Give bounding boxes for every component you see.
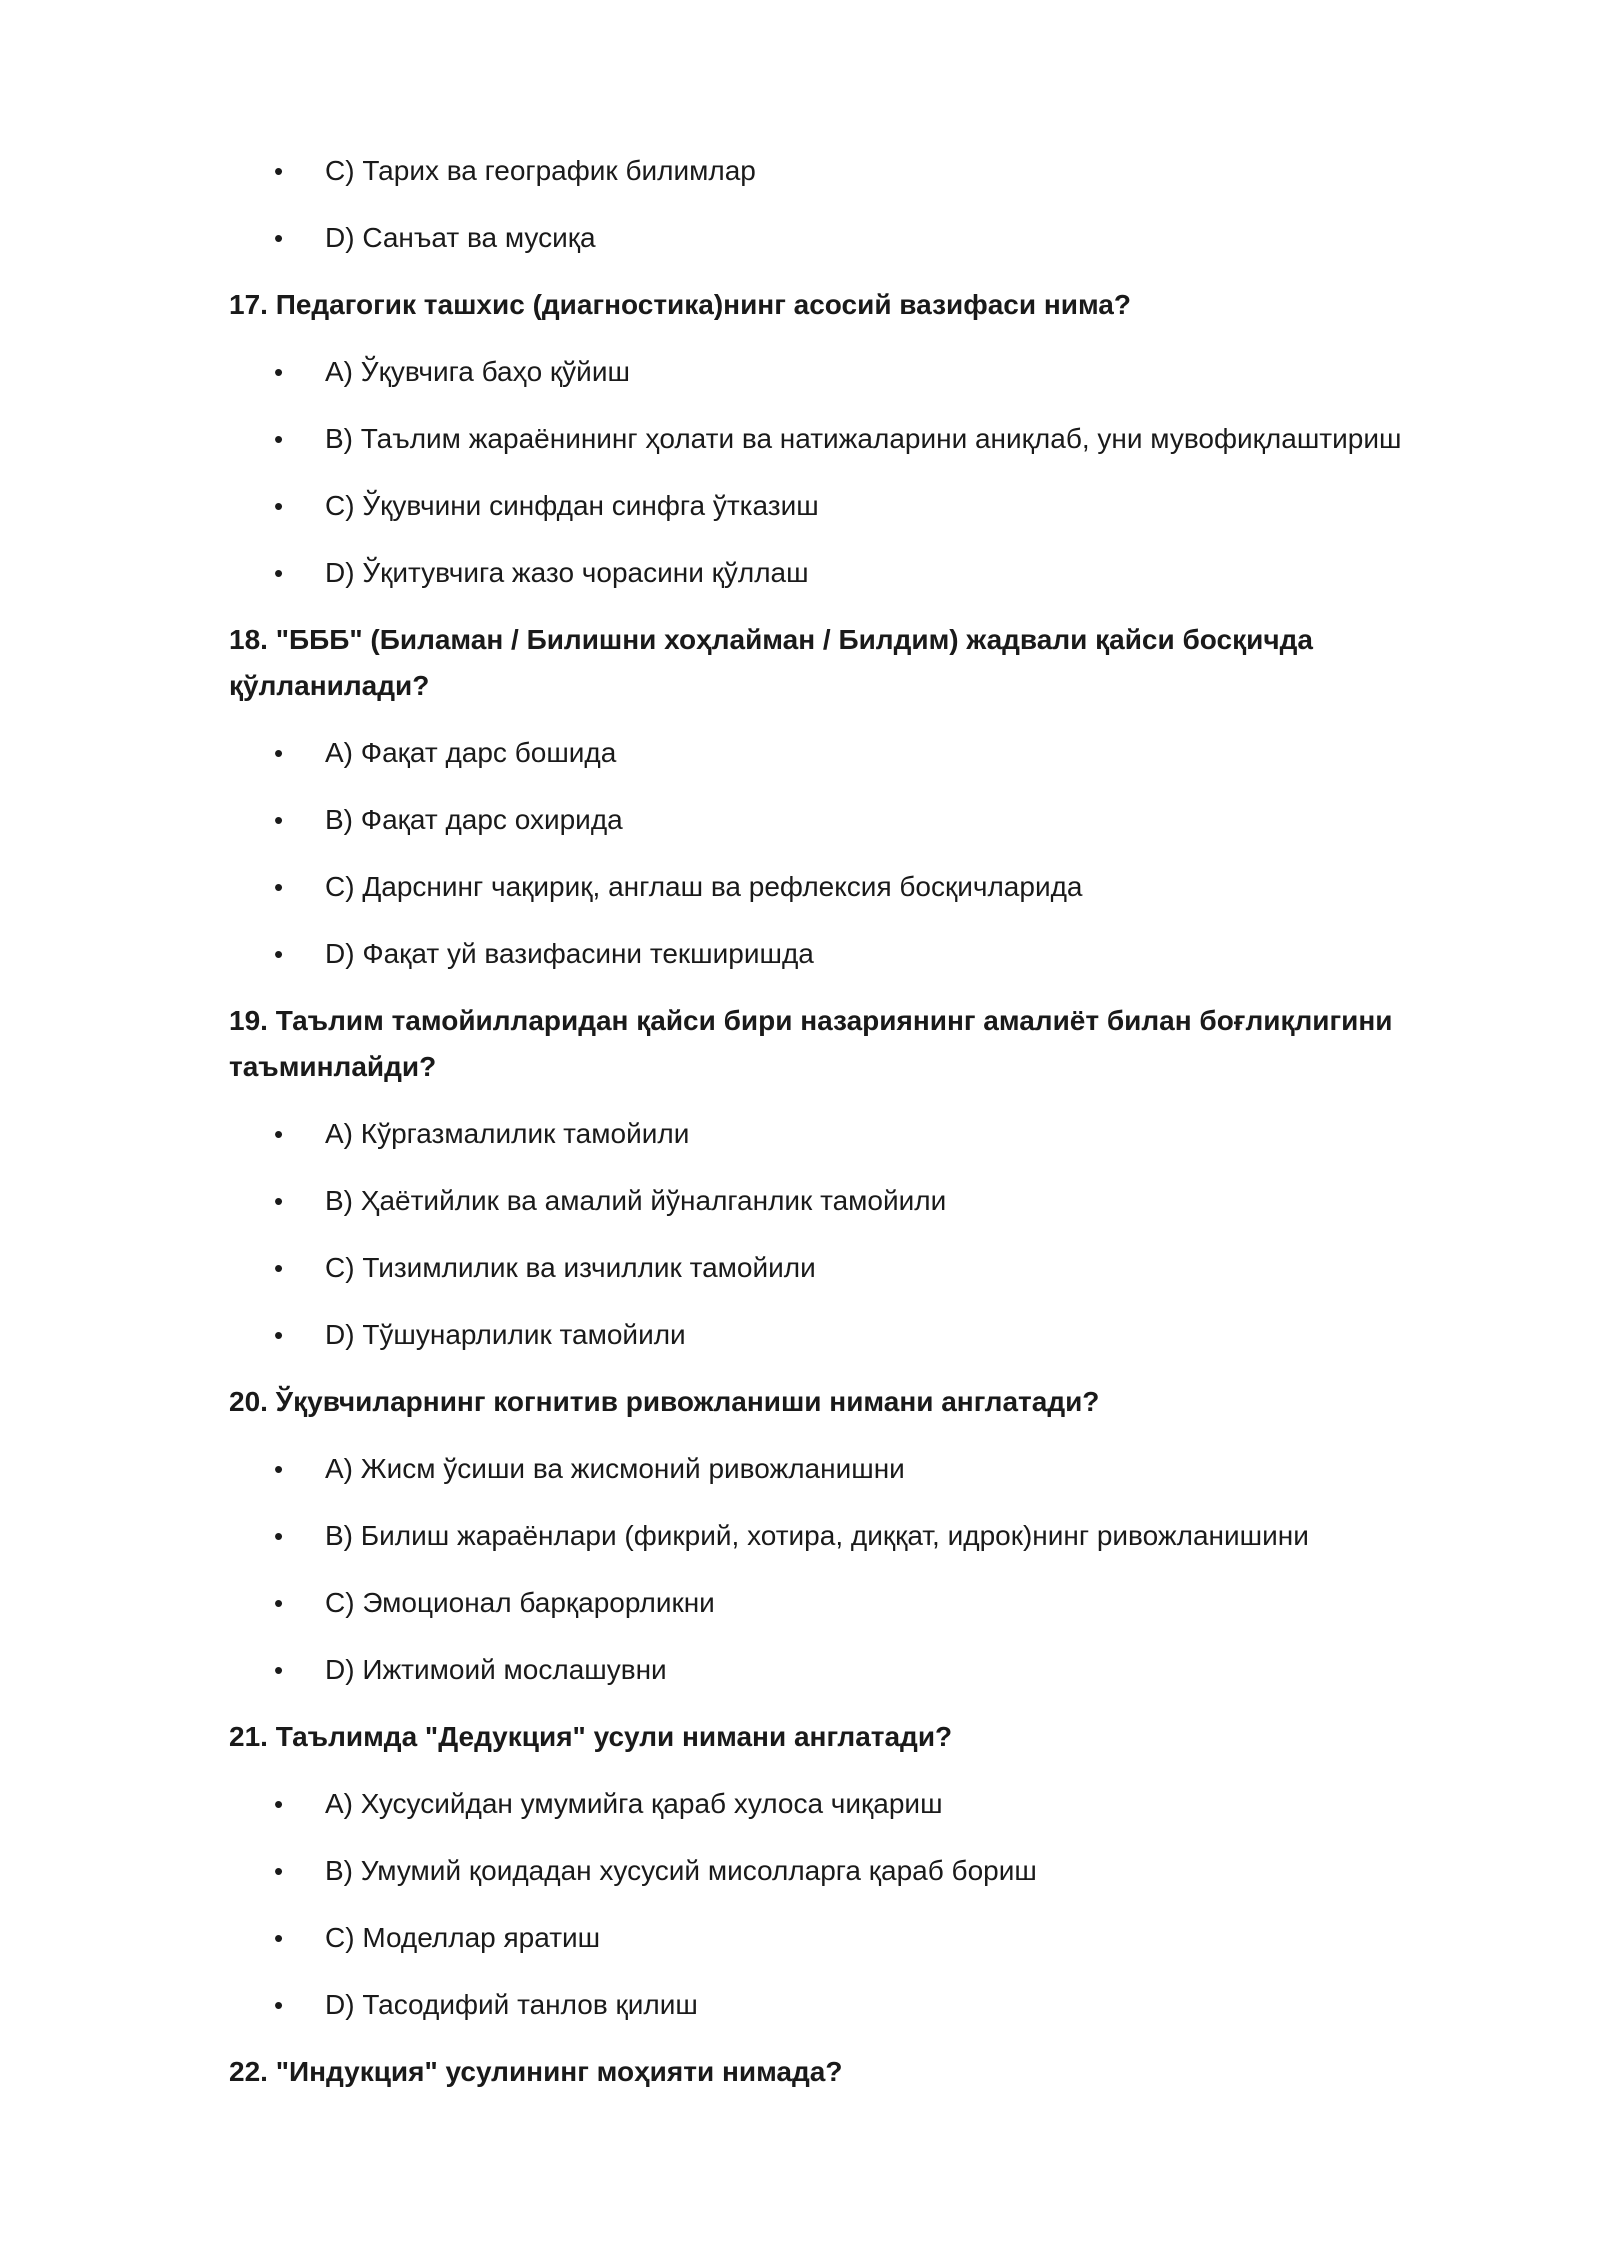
answer-option (229, 728, 1479, 795)
answer-option (229, 1645, 1479, 1712)
answer-option (229, 1846, 1479, 1913)
answer-option-text: B) Билиш жараёнлари (фикрий, хотира, диққат, идрок)нинг ривожланишини (325, 1520, 1309, 1551)
bullet-icon: • (274, 805, 284, 835)
answer-option-text: B) Умумий қоидадан хусусий мисолларга қараб бориш (325, 1855, 1037, 1886)
bullet-icon: • (274, 1521, 284, 1551)
bullet-icon: • (274, 223, 284, 253)
question-heading: 22. "Индукция" усулининг моҳияти нимада? (229, 2056, 843, 2087)
bullet-icon: • (274, 1320, 284, 1350)
answer-option (229, 213, 1479, 280)
bullet-icon: • (274, 1588, 284, 1618)
answer-option-text: D) Фақат уй вазифасини текширишда (325, 938, 814, 969)
answer-option (229, 929, 1479, 996)
answer-option-text: A) Хусусийдан умумийга қараб хулоса чиқариш (325, 1788, 943, 1819)
answer-option-text: A) Жисм ўсиши ва жисмоний ривожланишни (325, 1453, 905, 1484)
question-heading: 21. Таълимда "Дедукция" усули нимани англатади? (229, 1721, 953, 1752)
bullet-icon: • (274, 1655, 284, 1685)
bullet-icon: • (274, 424, 284, 454)
question-heading: 19. Таълим тамойилларидан қайси бири назариянинг амалиёт билан боғлиқлигини таъминлайди? (229, 1005, 1393, 1082)
bullet-icon: • (274, 491, 284, 521)
answer-option (229, 548, 1479, 615)
answer-option-text: A) Кўргазмалилик тамойили (325, 1118, 690, 1149)
answer-option (229, 1779, 1479, 1846)
answer-option-text: B) Фақат дарс охирида (325, 804, 623, 835)
answer-option (229, 795, 1479, 862)
answer-option (229, 146, 1479, 213)
answer-option (229, 1511, 1479, 1578)
answer-option-text: C) Эмоционал барқарорликни (325, 1587, 715, 1618)
quiz-content (229, 146, 1479, 2114)
bullet-icon: • (274, 156, 284, 186)
answer-option-text: C) Тарих ва географик билимлар (325, 155, 756, 186)
answer-option-text: D) Ижтимоий мослашувни (325, 1654, 667, 1685)
answer-option (229, 1243, 1479, 1310)
answer-option-text: D) Тасодифий танлов қилиш (325, 1989, 698, 2020)
answer-option-text: D) Ўқитувчига жазо чорасини қўллаш (325, 557, 809, 588)
answer-option (229, 481, 1479, 548)
question-heading: 17. Педагогик ташхис (диагностика)нинг асосий вазифаси нима? (229, 289, 1131, 320)
bullet-icon: • (274, 1789, 284, 1819)
answer-option (229, 862, 1479, 929)
answer-option-text: C) Ўқувчини синфдан синфга ўтказиш (325, 490, 819, 521)
bullet-icon: • (274, 1856, 284, 1886)
answer-option-text: D) Тўшунарлилик тамойили (325, 1319, 686, 1350)
answer-option-text: A) Фақат дарс бошида (325, 737, 617, 768)
question-heading: 18. "БББ" (Биламан / Билишни хоҳлайман / Билдим) жадвали қайси босқичда қўлланилади? (229, 624, 1313, 701)
answer-option-text: C) Тизимлилик ва изчиллик тамойили (325, 1252, 816, 1283)
bullet-icon: • (274, 1990, 284, 2020)
bullet-icon: • (274, 1923, 284, 1953)
answer-option-text: B) Ҳаётийлик ва амалий йўналганлик тамойили (325, 1185, 947, 1216)
answer-option-text: B) Таълим жараёнининг ҳолати ва натижаларини аниқлаб, уни мувофиқлаштириш (325, 423, 1402, 454)
answer-option (229, 1578, 1479, 1645)
answer-option (229, 1913, 1479, 1980)
answer-option (229, 1109, 1479, 1176)
bullet-icon: • (274, 939, 284, 969)
answer-option (229, 1980, 1479, 2047)
bullet-icon: • (274, 1454, 284, 1484)
question-heading: 20. Ўқувчиларнинг когнитив ривожланиши нимани англатади? (229, 1386, 1100, 1417)
answer-option (229, 1176, 1479, 1243)
answer-option-text: C) Дарснинг чақириқ, англаш ва рефлексия босқичларида (325, 871, 1083, 902)
bullet-icon: • (274, 558, 284, 588)
answer-option (229, 414, 1479, 481)
answer-option-text: A) Ўқувчига баҳо қўйиш (325, 356, 630, 387)
bullet-icon: • (274, 872, 284, 902)
bullet-icon: • (274, 1119, 284, 1149)
bullet-icon: • (274, 738, 284, 768)
bullet-icon: • (274, 1186, 284, 1216)
answer-option (229, 1444, 1479, 1511)
bullet-icon: • (274, 357, 284, 387)
answer-option-text: C) Моделлар яратиш (325, 1922, 601, 1953)
answer-option (229, 1310, 1479, 1377)
answer-option (229, 347, 1479, 414)
answer-option-text: D) Санъат ва мусиқа (325, 222, 596, 253)
bullet-icon: • (274, 1253, 284, 1283)
